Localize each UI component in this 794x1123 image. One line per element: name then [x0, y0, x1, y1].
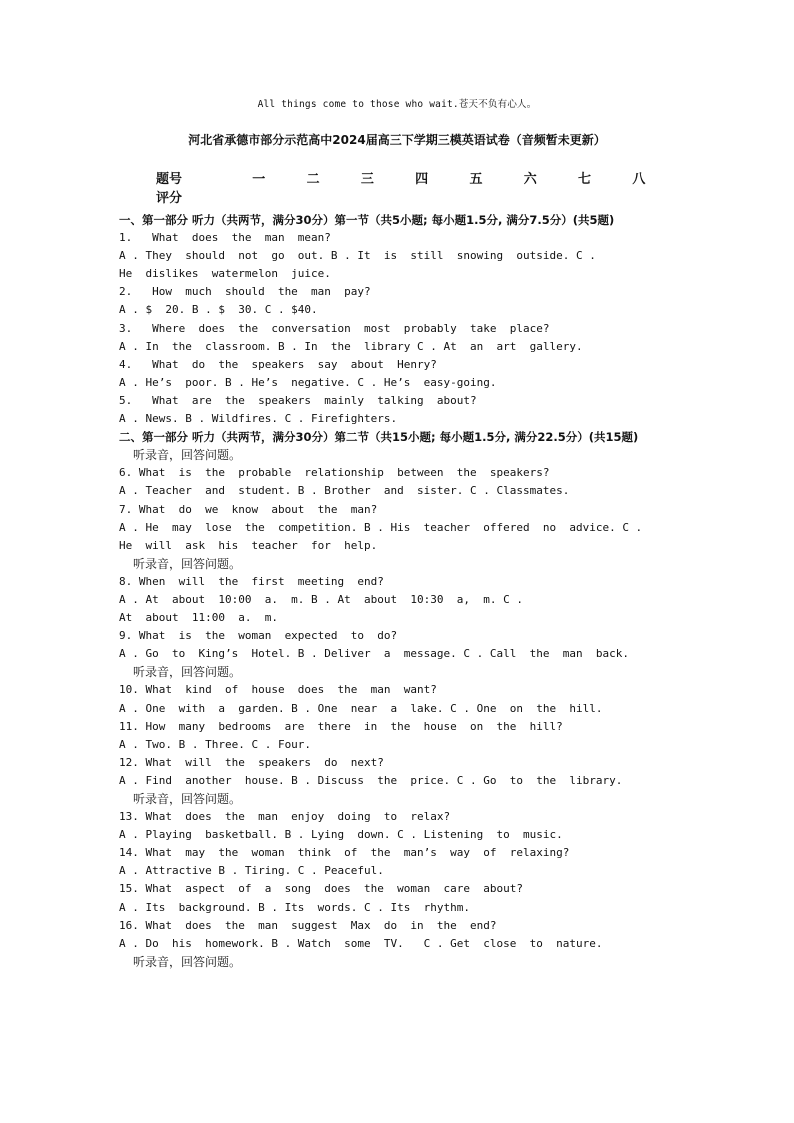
- answer-line: He will ask his teacher for help.: [119, 538, 378, 552]
- question-line: 15. What aspect of a song does the woman care about?: [119, 882, 523, 896]
- answer-line: A . He’s poor. B . He’s negative. C . He’s easy-going.: [119, 375, 497, 389]
- question-line: 14. What may the woman think of the man’s way of relaxing?: [119, 846, 570, 860]
- question-line: 9. What is the woman expected to do?: [119, 629, 398, 643]
- section-column-3: 三: [360, 172, 374, 187]
- question-line: 16. What does the man suggest Max do in the end?: [119, 918, 497, 932]
- section-column-6: 六: [523, 172, 537, 187]
- answer-line: A . At about 10:00 a. m. B . At about 10:30 a, m. C .: [119, 592, 523, 606]
- question-block: [119, 573, 675, 663]
- answer-line: A . One with a garden. B . One near a lake. C . One on the hill.: [119, 701, 603, 715]
- question-line: 4. What do the speakers say about Henry?: [119, 357, 437, 371]
- answer-line: A . Its background. B . Its words. C . Its rhythm.: [119, 900, 470, 914]
- section1-questions: [119, 229, 675, 428]
- listen-prompt: 听录音，回答问题。: [133, 792, 242, 806]
- document-title: 河北省承德市部分示范高中2024届高三下学期三模英语试卷（音频暂未更新）: [188, 133, 606, 147]
- exam-content: [119, 211, 675, 971]
- listen-prompt: 听录音，回答问题。: [133, 665, 242, 680]
- section-column-2: 二: [306, 172, 320, 187]
- answer-line: A . Do his homework. B . Watch some TV. C . Get close to nature.: [119, 936, 603, 950]
- section-column-5: 五: [469, 172, 483, 187]
- answer-line: A . Two. B . Three. C . Four.: [119, 737, 312, 751]
- listen-prompt: 听录音，回答问题。: [133, 954, 242, 969]
- question-line: 6. What is the probable relationship between the speakers?: [119, 466, 550, 480]
- question-line: 8. When will the first meeting end?: [119, 574, 384, 588]
- score-table: [156, 168, 666, 206]
- section-column-4: 四: [415, 172, 429, 187]
- question-line: 1. What does the man mean?: [119, 231, 331, 245]
- score-table-header-row: [156, 168, 666, 187]
- question-line: 5. What are the speakers mainly talking about?: [119, 393, 477, 407]
- question-block: [119, 681, 675, 790]
- question-line: 10. What kind of house does the man want?: [119, 683, 437, 697]
- question-line: 7. What do we know about the man?: [119, 502, 378, 516]
- question-line: 12. What will the speakers do next?: [119, 755, 384, 769]
- score-table-score-row: [156, 187, 666, 206]
- section-column-8: 八: [632, 172, 646, 187]
- question-line: 3. Where does the conversation most probably take place?: [119, 321, 550, 335]
- section-column-1: 一: [252, 172, 266, 187]
- answer-line: A . Go to King’s Hotel. B . Deliver a message. C . Call the man back.: [119, 647, 629, 661]
- answer-line: A . Find another house. B . Discuss the price. C . Go to the library.: [119, 773, 623, 787]
- answer-line: A . $ 20. B . $ 30. C . $40.: [119, 303, 318, 317]
- question-line: 13. What does the man enjoy doing to relax?: [119, 810, 451, 824]
- header-motto: All things come to those who wait.苍天不负有心人。: [257, 99, 537, 110]
- answer-line: A . Attractive B . Tiring. C . Peaceful.: [119, 864, 384, 878]
- answer-line: A . In the classroom. B . In the library C . At an art gallery.: [119, 339, 583, 353]
- question-block: [119, 808, 675, 953]
- answer-line: He dislikes watermelon juice.: [119, 267, 331, 281]
- listen-prompt: 听录音，回答问题。: [133, 448, 242, 463]
- answer-line: At about 11:00 a. m.: [119, 611, 278, 625]
- answer-line: A . News. B . Wildfires. C . Firefighters.: [119, 412, 398, 426]
- question-line: 11. How many bedrooms are there in the house on the hill?: [119, 719, 563, 733]
- question-line: 2. How much should the man pay?: [119, 285, 371, 299]
- listen-prompt: 听录音，回答问题。: [133, 556, 242, 571]
- section-column-7: 七: [578, 172, 592, 187]
- section-heading: 二、第一部分 听力（共两节，满分30分）第二节（共15小题; 每小题1.5分, 满分22.5分）(共15题): [119, 430, 639, 445]
- answer-line: A . They should not go out. B . It is still snowing outside. C .: [119, 249, 596, 263]
- section-heading: 一、第一部分 听力（共两节，满分30分）第一节（共5小题; 每小题1.5分, 满分7.5分）(共5题): [119, 213, 615, 227]
- answer-line: A . Playing basketball. B . Lying down. C . Listening to music.: [119, 828, 563, 842]
- question-number-label: 题号: [156, 172, 183, 187]
- answer-line: A . Teacher and student. B . Brother and sister. C . Classmates.: [119, 484, 570, 498]
- answer-line: A . He may lose the competition. B . His teacher offered no advice. C .: [119, 520, 643, 534]
- question-block: [119, 464, 675, 554]
- score-label: 评分: [156, 191, 183, 206]
